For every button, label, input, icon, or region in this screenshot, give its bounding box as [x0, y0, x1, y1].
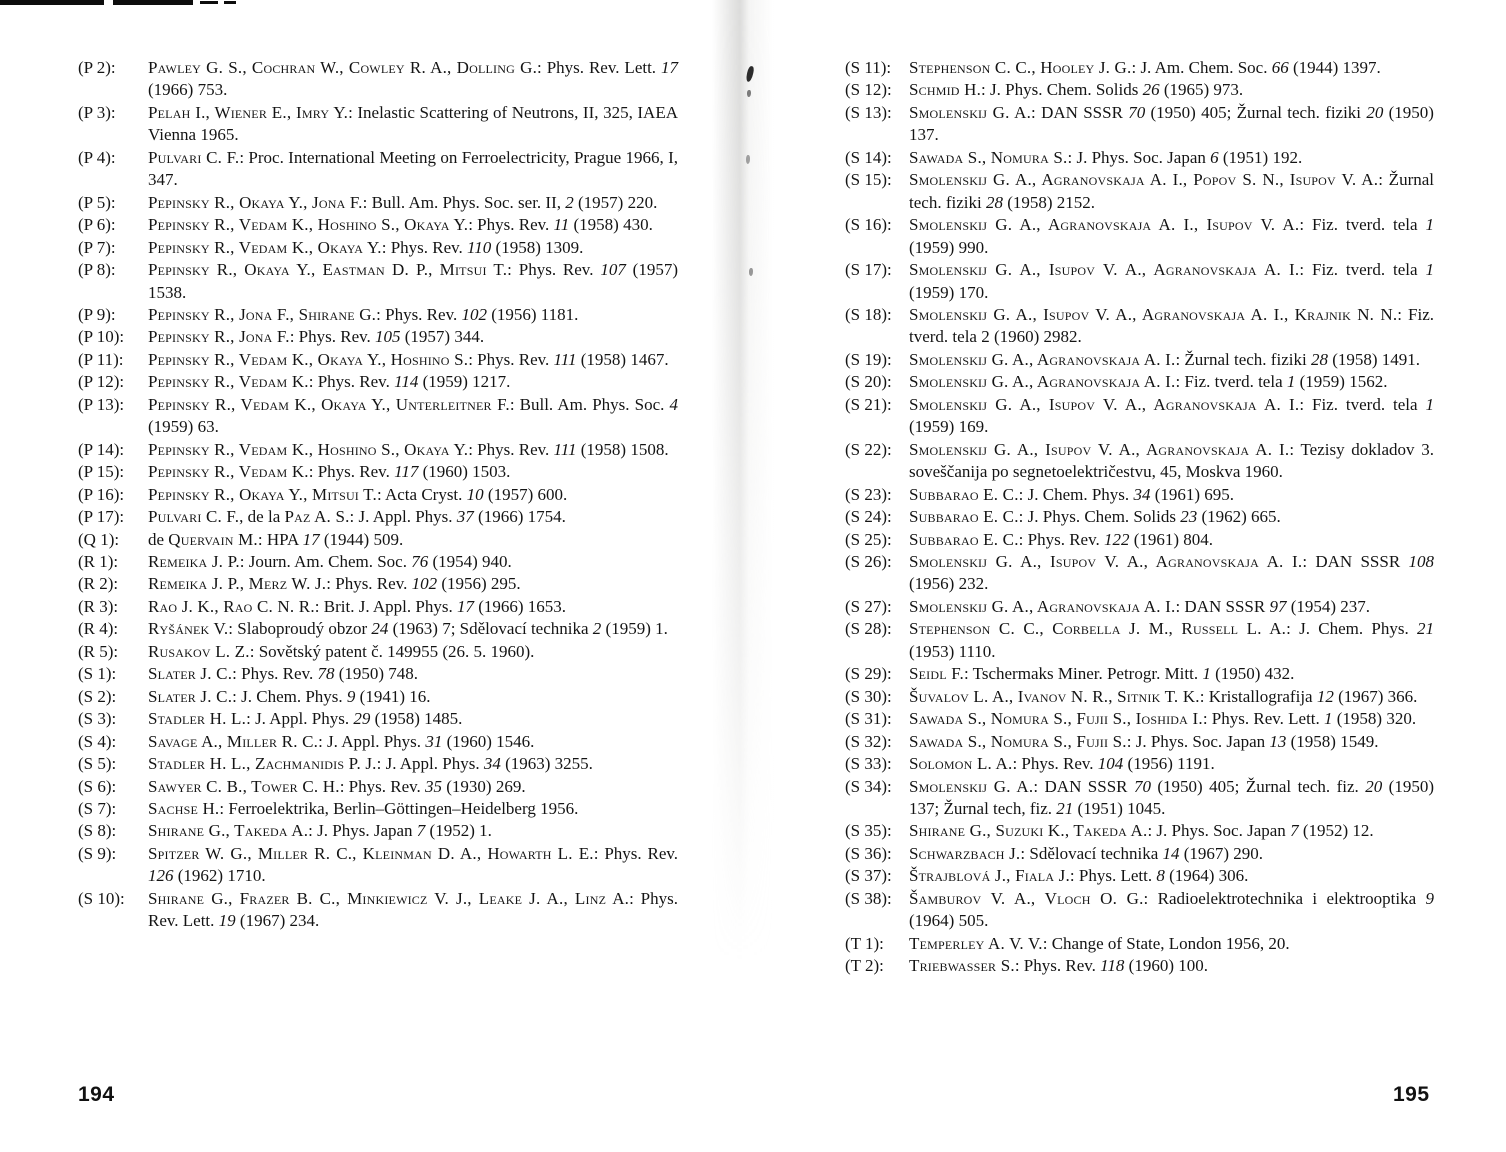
reference-label: (P 6):: [78, 215, 116, 235]
reference-label: (P 17):: [78, 507, 125, 527]
reference-label: (S 17):: [845, 260, 892, 280]
reference-entry: [845, 618, 1434, 663]
reference-text: Sawada S., Nomura S.: J. Phys. Soc. Japan 6 (1951) 192.: [909, 147, 1303, 167]
reference-entry: [78, 596, 678, 618]
reference-text: Pepinsky R., Vedam K., Okaya Y., Hoshino S.: Phys. Rev. 111 (1958) 1467.: [148, 349, 669, 369]
reference-text: Stadler H. L., Zachmanidis P. J.: J. Appl. Phys. 34 (1963) 3255.: [148, 754, 593, 774]
reference-entry: [845, 102, 1434, 147]
reference-label: (S 38):: [845, 888, 892, 908]
reference-text: Pepinsky R., Vedam K., Hoshino S., Okaya Y.: Phys. Rev. 111 (1958) 1508.: [148, 439, 669, 459]
reference-label: (S 15):: [845, 170, 892, 190]
reference-entry: [845, 596, 1434, 618]
reference-entry: [78, 304, 678, 326]
reference-entry: [78, 102, 678, 147]
reference-text: Stephenson C. C., Corbella J. M., Russell L. A.: J. Chem. Phys. 21 (1953) 1110.: [909, 619, 1434, 661]
reference-text: Solomon L. A.: Phys. Rev. 104 (1956) 1191.: [909, 754, 1215, 774]
reference-entry: [78, 753, 678, 775]
reference-entry: [78, 192, 678, 214]
reference-entry: [845, 57, 1434, 79]
reference-entry: [845, 79, 1434, 101]
reference-text: Smolenskij G. A., Isupov V. A., Agranovskaja A. I.: Fiz. tverd. tela 1 (1959) 170.: [909, 260, 1434, 302]
reference-label: (S 5):: [78, 754, 117, 774]
reference-text: Pepinsky R., Jona F., Shirane G.: Phys. Rev. 102 (1956) 1181.: [148, 304, 579, 324]
reference-label: (P 14):: [78, 439, 125, 459]
reference-label: (S 10):: [78, 888, 125, 908]
reference-text: Smolenskij G. A.: DAN SSSR 70 (1950) 405; Žurnal tech. fiziki 20 (1950) 137.: [909, 102, 1434, 145]
reference-label: (S 1):: [78, 664, 117, 684]
reference-label: (Q 1):: [78, 529, 120, 549]
reference-label: (R 3):: [78, 596, 119, 616]
reference-text: Pepinsky R., Okaya Y., Eastman D. P., Mitsui T.: Phys. Rev. 107 (1957) 1538.: [148, 260, 678, 302]
reference-entry: [845, 349, 1434, 371]
reference-label: (P 9):: [78, 304, 116, 324]
reference-text: Sawada S., Nomura S., Fujii S.: J. Phys. Soc. Japan 13 (1958) 1549.: [909, 731, 1379, 751]
reference-text: Pepinsky R., Vedam K., Okaya Y., Unterleitner F.: Bull. Am. Phys. Soc. 4 (1959) 63.: [148, 394, 678, 437]
reference-entry: [78, 776, 678, 798]
reference-entry: [78, 618, 678, 640]
reference-text: Pelah I., Wiener E., Imry Y.: Inelastic Scattering of Neutrons, II, 325, IAEA Vienna 1965.: [148, 102, 678, 145]
page-number-left: 194: [78, 1083, 115, 1106]
reference-label: (S 14):: [845, 147, 892, 167]
reference-text: Pepinsky R., Vedam K., Hoshino S., Okaya Y.: Phys. Rev. 11 (1958) 430.: [148, 215, 653, 235]
reference-text: Štrajblová J., Fiala J.: Phys. Lett. 8 (1964) 306.: [909, 866, 1249, 886]
reference-label: (S 35):: [845, 821, 892, 841]
reference-label: (S 26):: [845, 551, 892, 571]
reference-text: Smolenskij G. A., Isupov V. A., Agranovskaja A. I.: Fiz. tverd. tela 1 (1959) 169.: [909, 394, 1434, 437]
reference-entry: [78, 798, 678, 820]
reference-text: Subbarao E. C.: Phys. Rev. 122 (1961) 804.: [909, 529, 1214, 549]
reference-text: Rao J. K., Rao C. N. R.: Brit. J. Appl. Phys. 17 (1966) 1653.: [148, 596, 567, 616]
reference-label: (S 18):: [845, 304, 892, 324]
reference-label: (S 8):: [78, 821, 117, 841]
reference-text: Slater J. C.: Phys. Rev. 78 (1950) 748.: [148, 664, 419, 684]
reference-text: Smolenskij G. A.: DAN SSSR 70 (1950) 405; Žurnal tech. fiz. 20 (1950) 137; Žurnal tech, fiz. 21 (1951) 1045.: [909, 776, 1434, 818]
reference-entry: [78, 214, 678, 236]
reference-entry: [845, 933, 1434, 955]
reference-label: (P 16):: [78, 484, 125, 504]
page-number-right: 195: [1393, 1083, 1430, 1106]
reference-entry: [78, 731, 678, 753]
reference-text: Sawada S., Nomura S., Fujii S., Ioshida I.: Phys. Rev. Lett. 1 (1958) 320.: [909, 709, 1417, 729]
reference-label: (S 36):: [845, 843, 892, 863]
reference-entry: [845, 731, 1434, 753]
reference-label: (S 11):: [845, 58, 892, 77]
reference-entry: [845, 147, 1434, 169]
reference-entry: [845, 529, 1434, 551]
reference-label: (S 34):: [845, 776, 892, 796]
reference-label: (T 2):: [845, 956, 884, 976]
reference-entry: [845, 753, 1434, 775]
reference-entry: [845, 304, 1434, 349]
reference-text: Sawyer C. B., Tower C. H.: Phys. Rev. 35 (1930) 269.: [148, 776, 526, 796]
scan-edge-artifact: [224, 1, 236, 4]
reference-text: Smolenskij G. A., Isupov V. A., Agranovskaja A. I.: Tezisy dokladov 3. soveščanija po segnetoelektričestvu, 45, Moskva 1960.: [909, 439, 1434, 482]
reference-label: (P 13):: [78, 394, 125, 414]
reference-text: Shirane G., Suzuki K., Takeda A.: J. Phys. Soc. Japan 7 (1952) 12.: [909, 821, 1374, 841]
reference-label: (S 28):: [845, 619, 892, 639]
reference-entry: [78, 888, 678, 933]
reference-list-left-page: [78, 57, 678, 933]
reference-text: Pawley G. S., Cochran W., Cowley R. A., Dolling G.: Phys. Rev. Lett. 17 (1966) 753.: [148, 58, 679, 100]
reference-text: Spitzer W. G., Miller R. C., Kleinman D. A., Howarth L. E.: Phys. Rev. 126 (1962) 1710.: [148, 843, 679, 886]
reference-entry: [845, 776, 1434, 821]
reference-label: (P 11):: [78, 349, 124, 369]
reference-text: Shirane G., Takeda A.: J. Phys. Japan 7 (1952) 1.: [148, 821, 492, 841]
page-fold-shadow: [712, 0, 774, 960]
reference-label: (S 12):: [845, 80, 892, 100]
reference-entry: [78, 147, 678, 192]
reference-text: Subbarao E. C.: J. Chem. Phys. 34 (1961) 695.: [909, 484, 1235, 504]
reference-label: (P 7):: [78, 237, 116, 257]
reference-text: Pulvari C. F., de la Paz A. S.: J. Appl. Phys. 37 (1966) 1754.: [148, 507, 566, 527]
reference-entry: [845, 888, 1434, 933]
scan-edge-artifact: [200, 1, 218, 4]
reference-entry: [78, 708, 678, 730]
reference-text: Smolenskij G. A., Agranovskaja A. I., Isupov V. A.: Fiz. tverd. tela 1 (1959) 990.: [909, 215, 1434, 257]
reference-text: Rusakov L. Z.: Sovětský patent č. 149955 (26. 5. 1960).: [148, 641, 535, 661]
reference-text: Subbarao E. C.: J. Phys. Chem. Solids 23 (1962) 665.: [909, 507, 1281, 527]
reference-entry: [78, 237, 678, 259]
reference-text: Remeika J. P.: Journ. Am. Chem. Soc. 76 (1954) 940.: [148, 551, 512, 571]
reference-entry: [845, 865, 1434, 887]
reference-label: (P 4):: [78, 147, 116, 167]
reference-label: (S 22):: [845, 439, 892, 459]
scan-edge-artifact: [113, 0, 193, 5]
reference-label: (P 5):: [78, 192, 116, 212]
reference-entry: [78, 820, 678, 842]
reference-text: Ryšánek V.: Slaboproudý obzor 24 (1963) 7; Sdělovací technika 2 (1959) 1.: [148, 619, 668, 639]
reference-entry: [78, 57, 678, 102]
reference-label: (S 23):: [845, 484, 892, 504]
reference-label: (S 2):: [78, 686, 117, 706]
reference-entry: [845, 394, 1434, 439]
reference-entry: [845, 259, 1434, 304]
reference-label: (S 37):: [845, 866, 892, 886]
reference-entry: [78, 573, 678, 595]
reference-entry: [78, 259, 678, 304]
reference-text: Smolenskij G. A., Agranovskaja A. I.: DAN SSSR 97 (1954) 237.: [909, 596, 1371, 616]
reference-entry: [78, 551, 678, 573]
reference-entry: [78, 663, 678, 685]
reference-entry: [78, 506, 678, 528]
reference-label: (S 32):: [845, 731, 892, 751]
reference-label: (S 31):: [845, 709, 892, 729]
reference-entry: [78, 843, 678, 888]
reference-text: Šuvalov L. A., Ivanov N. R., Sitnik T. K.: Kristallografija 12 (1967) 366.: [909, 686, 1418, 706]
reference-text: de Quervain M.: HPA 17 (1944) 509.: [148, 529, 404, 549]
reference-text: Remeika J. P., Merz W. J.: Phys. Rev. 102 (1956) 295.: [148, 574, 521, 594]
reference-text: Pepinsky R., Jona F.: Phys. Rev. 105 (1957) 344.: [148, 327, 485, 347]
reference-text: Seidl F.: Tschermaks Miner. Petrogr. Mitt. 1 (1950) 432.: [909, 664, 1295, 684]
reference-text: Pepinsky R., Vedam K.: Phys. Rev. 114 (1959) 1217.: [148, 372, 511, 392]
reference-label: (P 2):: [78, 58, 116, 77]
scan-edge-artifact: [0, 0, 104, 5]
reference-text: Triebwasser S.: Phys. Rev. 118 (1960) 100.: [909, 956, 1208, 976]
reference-label: (S 25):: [845, 529, 892, 549]
reference-label: (P 12):: [78, 372, 125, 392]
reference-label: (S 13):: [845, 102, 892, 122]
reference-entry: [845, 214, 1434, 259]
reference-text: Pepinsky R., Okaya Y., Mitsui T.: Acta Cryst. 10 (1957) 600.: [148, 484, 568, 504]
reference-entry: [78, 484, 678, 506]
reference-label: (S 27):: [845, 596, 892, 616]
reference-label: (S 21):: [845, 394, 892, 414]
reference-text: Pepinsky R., Vedam K.: Phys. Rev. 117 (1960) 1503.: [148, 462, 511, 482]
reference-text: Pepinsky R., Vedam K., Okaya Y.: Phys. Rev. 110 (1958) 1309.: [148, 237, 584, 257]
reference-label: (S 4):: [78, 731, 117, 751]
reference-text: Savage A., Miller R. C.: J. Appl. Phys. 31 (1960) 1546.: [148, 731, 535, 751]
reference-entry: [78, 641, 678, 663]
reference-label: (S 9):: [78, 843, 117, 863]
reference-label: (S 30):: [845, 686, 892, 706]
reference-entry: [845, 820, 1434, 842]
reference-label: (S 20):: [845, 372, 892, 392]
reference-label: (S 33):: [845, 754, 892, 774]
reference-entry: [845, 371, 1434, 393]
reference-text: Smolenskij G. A., Agranovskaja A. I., Popov S. N., Isupov V. A.: Žurnal tech. fiziki 28 (1958) 2152.: [909, 170, 1434, 212]
reference-entry: [78, 686, 678, 708]
reference-label: (T 1):: [845, 933, 884, 953]
reference-text: Šamburov V. A., Vloch O. G.: Radioelektrotechnika i elektrooptika 9 (1964) 505.: [909, 888, 1434, 931]
reference-text: Stephenson C. C., Hooley J. G.: J. Am. Chem. Soc. 66 (1944) 1397.: [909, 58, 1381, 77]
reference-entry: [845, 551, 1434, 596]
reference-entry: [78, 461, 678, 483]
reference-entry: [845, 955, 1434, 977]
reference-text: Sachse H.: Ferroelektrika, Berlin–Göttingen–Heidelberg 1956.: [148, 798, 579, 818]
reference-text: Temperley A. V. V.: Change of State, London 1956, 20.: [909, 933, 1290, 953]
reference-label: (R 5):: [78, 641, 119, 661]
reference-label: (R 2):: [78, 574, 119, 594]
reference-entry: [845, 843, 1434, 865]
reference-text: Smolenskij G. A., Isupov V. A., Agranovskaja A. I.: DAN SSSR 108 (1956) 232.: [909, 551, 1434, 594]
reference-text: Stadler H. L.: J. Appl. Phys. 29 (1958) 1485.: [148, 709, 463, 729]
reference-text: Schmid H.: J. Phys. Chem. Solids 26 (1965) 973.: [909, 80, 1244, 100]
reference-label: (S 6):: [78, 776, 117, 796]
reference-entry: [845, 506, 1434, 528]
reference-text: Schwarzbach J.: Sdělovací technika 14 (1967) 290.: [909, 843, 1264, 863]
reference-label: (P 15):: [78, 462, 125, 482]
reference-entry: [845, 686, 1434, 708]
reference-text: Pulvari C. F.: Proc. International Meeting on Ferroelectricity, Prague 1966, I, 347.: [148, 147, 679, 190]
reference-label: (S 3):: [78, 709, 117, 729]
reference-label: (S 7):: [78, 798, 117, 818]
reference-entry: [78, 394, 678, 439]
reference-label: (R 4):: [78, 619, 119, 639]
reference-label: (R 1):: [78, 551, 119, 571]
reference-label: (S 19):: [845, 349, 892, 369]
reference-label: (S 29):: [845, 664, 892, 684]
reference-text: Shirane G., Frazer B. C., Minkiewicz V. J., Leake J. A., Linz A.: Phys. Rev. Lett. 19 (1967) 234.: [148, 888, 678, 931]
reference-label: (S 16):: [845, 215, 892, 235]
reference-entry: [845, 439, 1434, 484]
reference-text: Smolenskij G. A., Agranovskaja A. I.: Žurnal tech. fiziki 28 (1958) 1491.: [909, 349, 1421, 369]
reference-text: Smolenskij G. A., Isupov V. A., Agranovskaja A. I., Krajnik N. N.: Fiz. tverd. tela 2 (1960) 2982.: [909, 304, 1434, 347]
reference-label: (P 3):: [78, 102, 116, 122]
reference-list-right-page: [845, 57, 1434, 978]
reference-entry: [78, 529, 678, 551]
reference-text: Slater J. C.: J. Chem. Phys. 9 (1941) 16.: [148, 686, 431, 706]
reference-entry: [845, 484, 1434, 506]
reference-entry: [78, 349, 678, 371]
reference-entry: [78, 439, 678, 461]
reference-label: (P 10):: [78, 327, 125, 347]
reference-entry: [845, 169, 1434, 214]
reference-text: Pepinsky R., Okaya Y., Jona F.: Bull. Am. Phys. Soc. ser. II, 2 (1957) 220.: [148, 192, 658, 212]
reference-text: Smolenskij G. A., Agranovskaja A. I.: Fiz. tverd. tela 1 (1959) 1562.: [909, 372, 1388, 392]
reference-entry: [78, 326, 678, 348]
reference-label: (S 24):: [845, 507, 892, 527]
reference-entry: [845, 663, 1434, 685]
reference-entry: [845, 708, 1434, 730]
reference-entry: [78, 371, 678, 393]
reference-label: (P 8):: [78, 260, 116, 280]
